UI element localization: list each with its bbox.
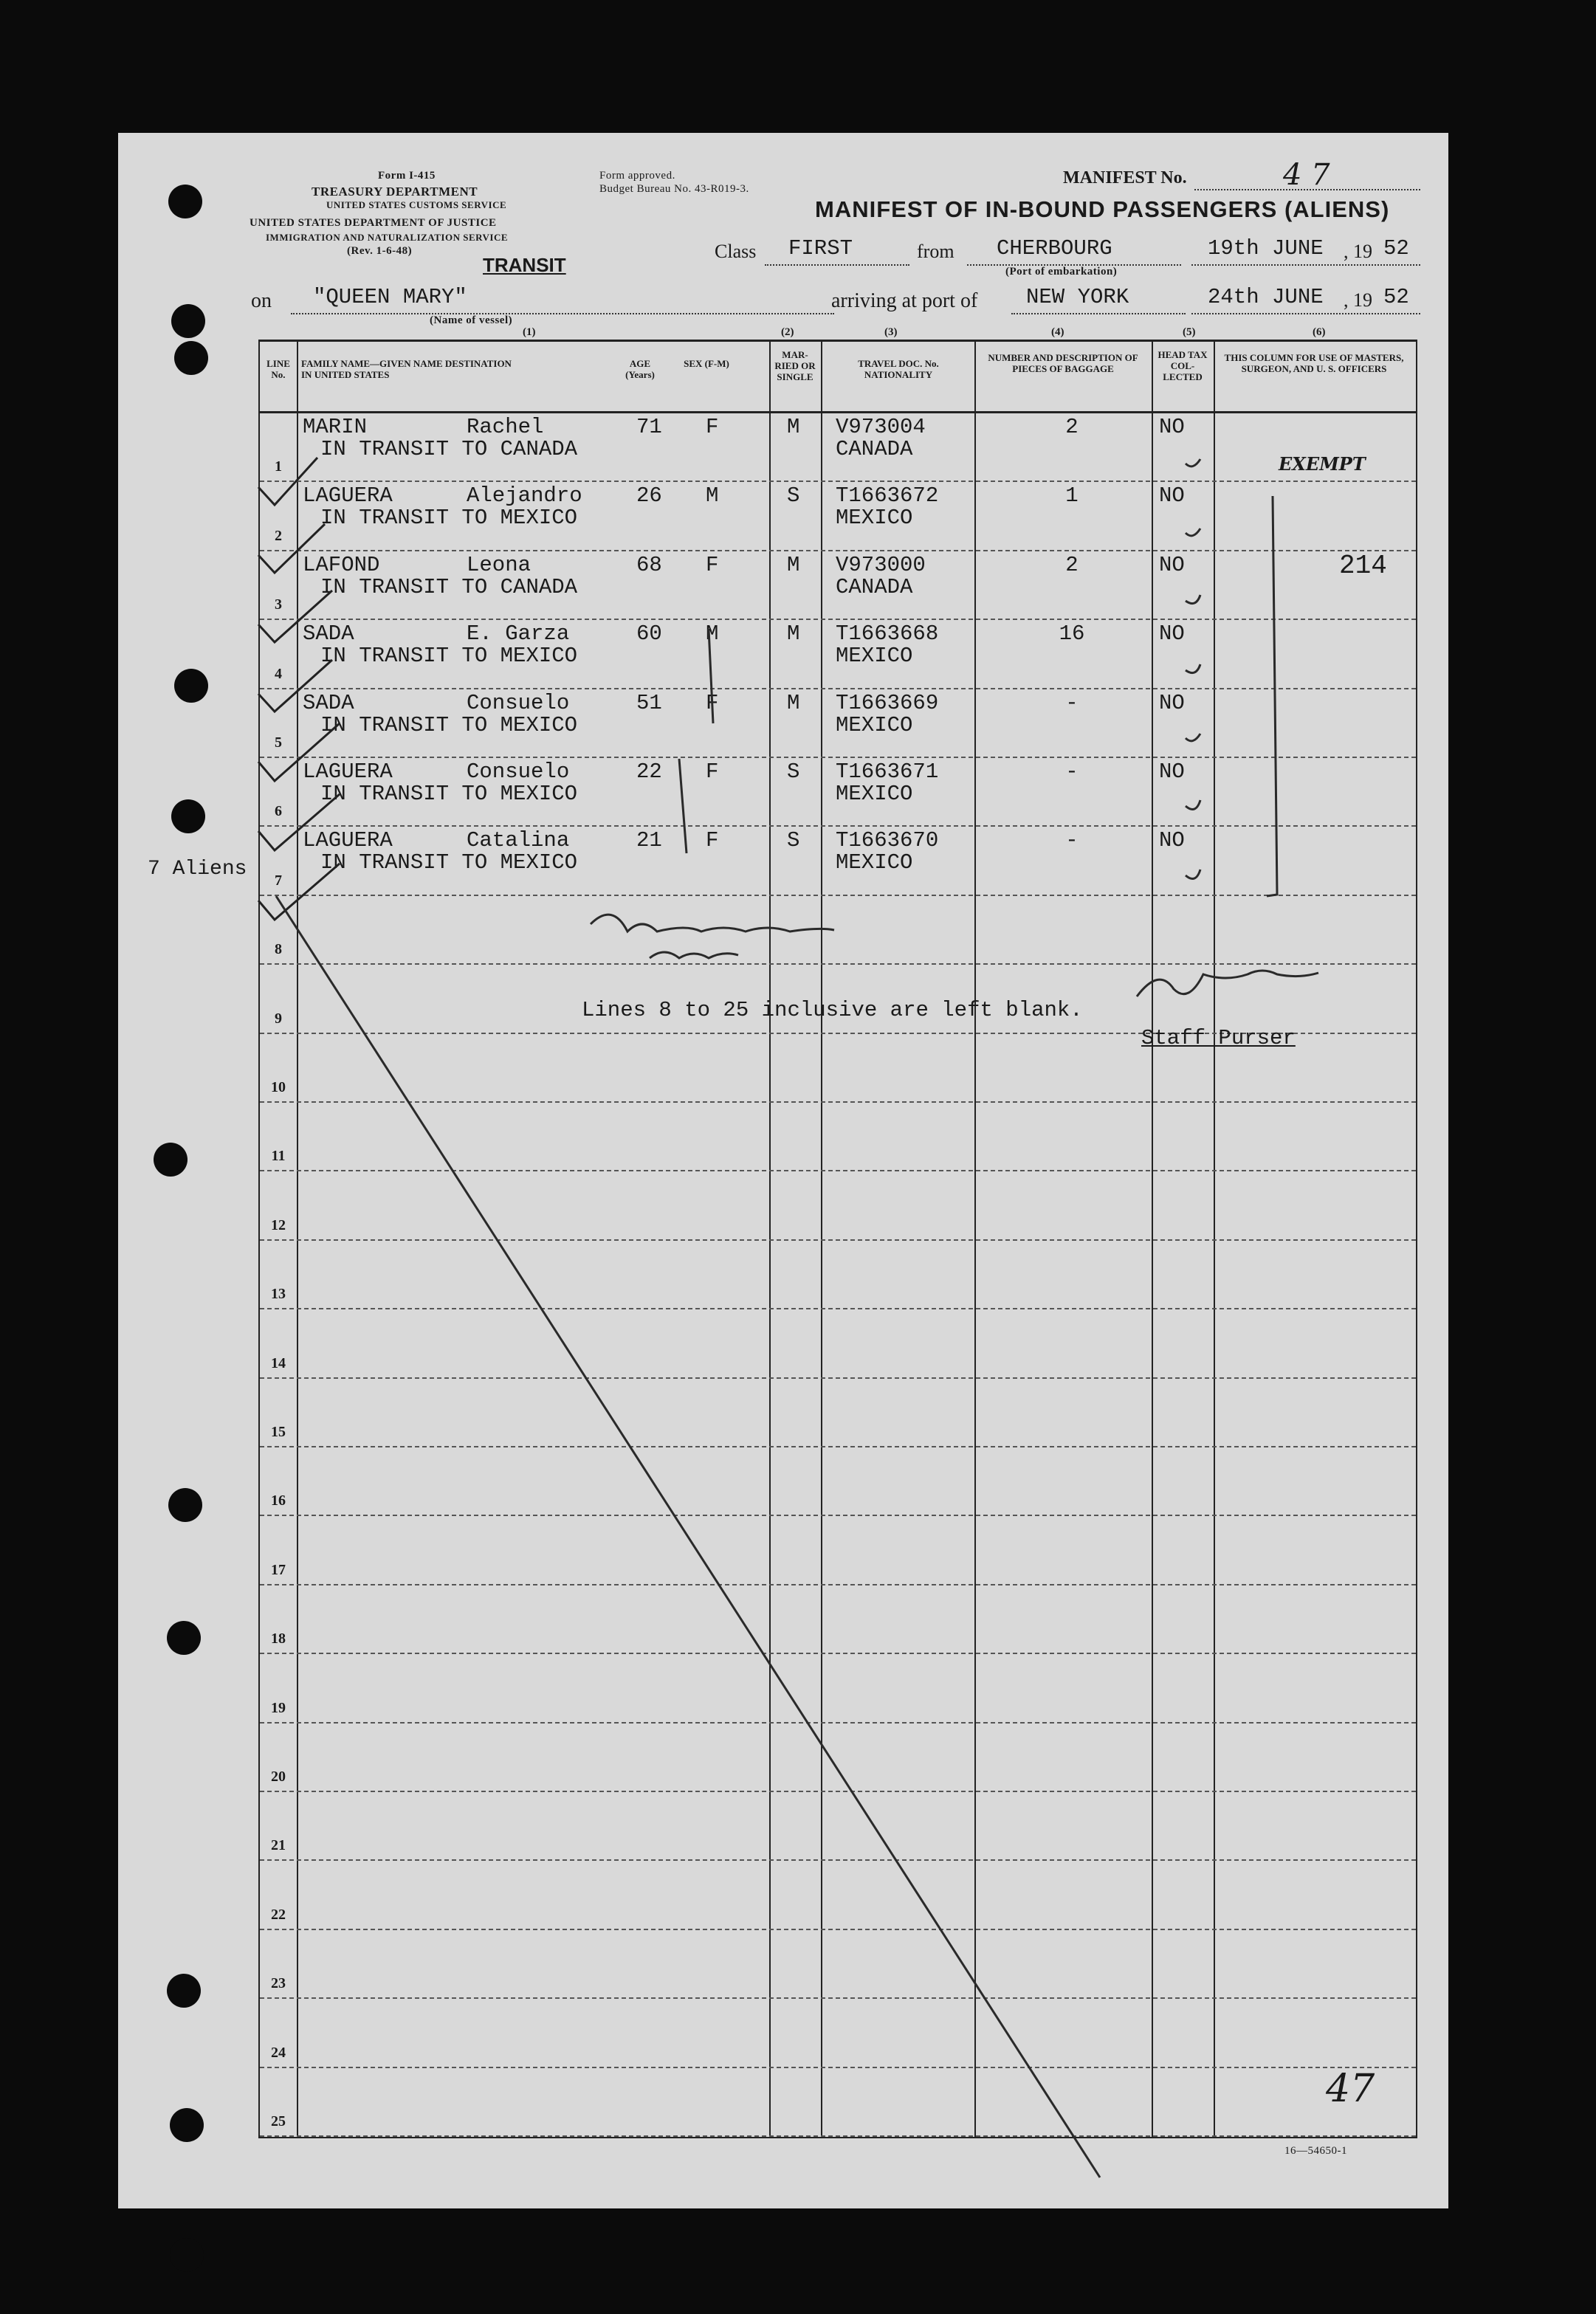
column-number-2: (2): [781, 326, 794, 338]
department-justice: UNITED STATES DEPARTMENT OF JUSTICE: [250, 217, 497, 229]
destination: IN TRANSIT TO MEXICO: [320, 782, 578, 806]
embarkation-caption: (Port of embarkation): [1005, 266, 1118, 278]
vessel-caption: (Name of vessel): [430, 314, 513, 326]
approval-note: Form approved.: [599, 170, 675, 182]
column-number-4: (4): [1051, 326, 1064, 338]
purser-title: Staff Purser: [1141, 1026, 1296, 1050]
footer-code: 16—54650-1: [1284, 2145, 1347, 2157]
sex: F: [706, 552, 719, 577]
head-tax-tick: [1186, 870, 1200, 879]
nationality: MEXICO: [836, 644, 913, 669]
given-name: Consuelo: [467, 760, 570, 784]
family-name: SADA: [303, 621, 354, 647]
age: 68: [636, 552, 662, 577]
blank-lines-note: Lines 8 to 25 inclusive are left blank.: [582, 998, 1083, 1022]
form-revision: (Rev. 1-6-48): [347, 245, 413, 257]
line-number: 9: [275, 1010, 282, 1027]
binder-hole: [170, 2238, 204, 2272]
from-label: from: [917, 241, 954, 262]
purser-signature: [1137, 971, 1318, 996]
handwriting-marks: [118, 133, 1448, 2208]
given-name: Consuelo: [467, 690, 570, 715]
age: 26: [636, 483, 662, 509]
exempt-count: 214: [1339, 551, 1387, 581]
head-tax: NO: [1159, 760, 1185, 784]
sex: F: [706, 828, 719, 853]
family-name: LAFOND: [303, 552, 380, 577]
given-name: Leona: [467, 552, 532, 577]
baggage-count: -: [1065, 828, 1079, 853]
class-value: FIRST: [788, 236, 853, 261]
head-tax-tick: [1186, 734, 1200, 741]
age: 22: [636, 760, 662, 784]
header-age: AGE (Years): [625, 358, 655, 380]
age: 21: [636, 828, 662, 853]
signature-scrawl: [591, 915, 834, 932]
marital-status: M: [787, 415, 800, 439]
arrival-year: 52: [1383, 285, 1409, 309]
sex-column-mark: [709, 629, 713, 723]
nationality: MEXICO: [836, 506, 913, 531]
head-tax: NO: [1159, 415, 1185, 439]
age: 60: [636, 621, 662, 647]
family-name: LAGUERA: [303, 828, 393, 853]
header-line-no: LINE No.: [266, 358, 290, 380]
head-tax-tick: [1186, 664, 1200, 673]
class-label: Class: [715, 241, 757, 262]
age: 51: [636, 690, 662, 715]
line-number: 1: [275, 458, 282, 475]
embarkation-year-prefix: , 19: [1344, 241, 1372, 262]
line-number: 2: [275, 527, 282, 544]
marital-status: S: [787, 483, 800, 509]
nationality: CANADA: [836, 437, 913, 461]
line-number: 3: [275, 596, 282, 613]
baggage-count: 16: [1059, 621, 1085, 647]
line-number: 7: [275, 872, 282, 889]
head-tax: NO: [1159, 828, 1185, 853]
line-number: 23: [271, 1975, 286, 1992]
travel-document: T1663672: [836, 483, 939, 509]
given-name: Rachel: [467, 415, 544, 439]
travel-document: T1663671: [836, 760, 939, 784]
line-number: 24: [271, 2044, 286, 2061]
header-officers: THIS COLUMN FOR USE OF MASTERS, SURGEON, AND U. S. OFFICERS: [1224, 352, 1404, 374]
head-tax-tick: [1186, 459, 1200, 466]
department-immigration: IMMIGRATION AND NATURALIZATION SERVICE: [266, 232, 509, 243]
sex: F: [706, 690, 719, 715]
line-number: 16: [271, 1492, 286, 1509]
embarkation-port: CHERBOURG: [997, 236, 1112, 261]
column-number-3: (3): [884, 326, 898, 338]
form-title: MANIFEST OF IN-BOUND PASSENGERS (ALIENS): [815, 196, 1390, 222]
nationality: MEXICO: [836, 782, 913, 806]
signature-scrawl: [650, 952, 738, 958]
destination: IN TRANSIT TO MEXICO: [320, 644, 578, 669]
header-sex: SEX (F-M): [684, 358, 729, 369]
budget-bureau-note: Budget Bureau No. 43-R019-3.: [599, 183, 749, 195]
line-number: 11: [271, 1148, 286, 1165]
arrival-port: NEW YORK: [1026, 285, 1129, 309]
baggage-count: 2: [1065, 552, 1079, 577]
line-number: 5: [275, 734, 282, 751]
travel-document: V973000: [836, 552, 926, 577]
on-label: on: [251, 289, 272, 312]
department-treasury: TREASURY DEPARTMENT: [312, 185, 478, 199]
line-number: 17: [271, 1561, 286, 1578]
destination: IN TRANSIT TO CANADA: [320, 437, 578, 461]
sex: F: [706, 760, 719, 784]
vessel-name: "QUEEN MARY": [313, 285, 467, 309]
sex: M: [706, 621, 719, 647]
nationality: MEXICO: [836, 850, 913, 875]
line-number: 10: [271, 1079, 286, 1095]
column-number-5: (5): [1183, 326, 1196, 338]
line-number: 6: [275, 803, 282, 820]
arrival-year-prefix: , 19: [1344, 289, 1372, 311]
head-tax-tick: [1186, 528, 1200, 536]
page-mark: 47: [1326, 2067, 1375, 2111]
travel-document: T1663670: [836, 828, 939, 853]
family-name: LAGUERA: [303, 760, 393, 784]
baggage-count: 1: [1065, 483, 1079, 509]
line-number: 21: [271, 1837, 286, 1854]
header-baggage: NUMBER AND DESCRIPTION OF PIECES OF BAGGAGE: [988, 352, 1138, 374]
form-number: Form I-415: [378, 170, 436, 182]
manifest-page: [118, 133, 1448, 2208]
destination: IN TRANSIT TO MEXICO: [320, 712, 578, 737]
column-number-6: (6): [1313, 326, 1326, 338]
header-travel-doc: TRAVEL DOC. No. NATIONALITY: [858, 358, 939, 380]
exempt-stamp: EXEMPT: [1279, 453, 1366, 475]
sex: M: [706, 483, 719, 509]
line-number: 22: [271, 1906, 286, 1923]
travel-document: T1663669: [836, 690, 939, 715]
arrival-date: 24th JUNE: [1208, 285, 1324, 309]
manifest-number-value: 4 7: [1283, 158, 1330, 192]
head-tax: NO: [1159, 483, 1185, 509]
destination: IN TRANSIT TO MEXICO: [320, 506, 578, 531]
marital-status: S: [787, 828, 800, 853]
travel-document: V973004: [836, 415, 926, 439]
embarkation-date: 19th JUNE: [1208, 236, 1324, 261]
line-number: 15: [271, 1424, 286, 1440]
aliens-count: 7 Aliens: [148, 858, 247, 881]
destination: IN TRANSIT TO CANADA: [320, 574, 578, 599]
head-tax: NO: [1159, 690, 1185, 715]
head-tax: NO: [1159, 621, 1185, 647]
line-number: 12: [271, 1216, 286, 1233]
travel-document: T1663668: [836, 621, 939, 647]
baggage-count: -: [1065, 690, 1079, 715]
line-number: 19: [271, 1699, 286, 1716]
sex: F: [706, 415, 719, 439]
marital-status: M: [787, 690, 800, 715]
sex-column-mark: [679, 759, 687, 853]
line-number: 4: [275, 665, 282, 682]
pencil-line: [276, 896, 1100, 2177]
department-customs: UNITED STATES CUSTOMS SERVICE: [326, 199, 507, 210]
marital-status: S: [787, 760, 800, 784]
family-name: MARIN: [303, 415, 368, 439]
transit-heading: TRANSIT: [483, 254, 566, 276]
age: 71: [636, 415, 662, 439]
marital-status: M: [787, 621, 800, 647]
line-number: 25: [271, 2113, 286, 2129]
head-tax-tick: [1186, 595, 1200, 604]
line-number: 18: [271, 1631, 286, 1647]
family-name: SADA: [303, 690, 354, 715]
marital-status: M: [787, 552, 800, 577]
header-name: FAMILY NAME—GIVEN NAME DESTINATION IN UNITED STATES: [301, 358, 512, 380]
arriving-label: arriving at port of: [831, 289, 978, 312]
nationality: MEXICO: [836, 712, 913, 737]
line-number: 13: [271, 1286, 286, 1303]
header-married: MAR-RIED OR SINGLE: [774, 349, 816, 382]
column-number-1: (1): [523, 326, 536, 338]
head-tax: NO: [1159, 552, 1185, 577]
baggage-count: -: [1065, 760, 1079, 784]
family-name: LAGUERA: [303, 483, 393, 509]
bracket-line: [1267, 496, 1277, 896]
header-head-tax: HEAD TAX COL-LECTED: [1158, 349, 1208, 382]
destination: IN TRANSIT TO MEXICO: [320, 850, 578, 875]
line-number: 8: [275, 941, 282, 958]
line-number: 14: [271, 1354, 286, 1371]
head-tax-tick: [1186, 800, 1200, 810]
baggage-count: 2: [1065, 415, 1079, 439]
embarkation-year: 52: [1383, 236, 1409, 261]
given-name: E. Garza: [467, 621, 570, 647]
nationality: CANADA: [836, 574, 913, 599]
given-name: Alejandro: [467, 483, 582, 509]
manifest-number-label: MANIFEST No.: [1063, 168, 1187, 187]
given-name: Catalina: [467, 828, 570, 853]
line-number: 20: [271, 1769, 286, 1785]
